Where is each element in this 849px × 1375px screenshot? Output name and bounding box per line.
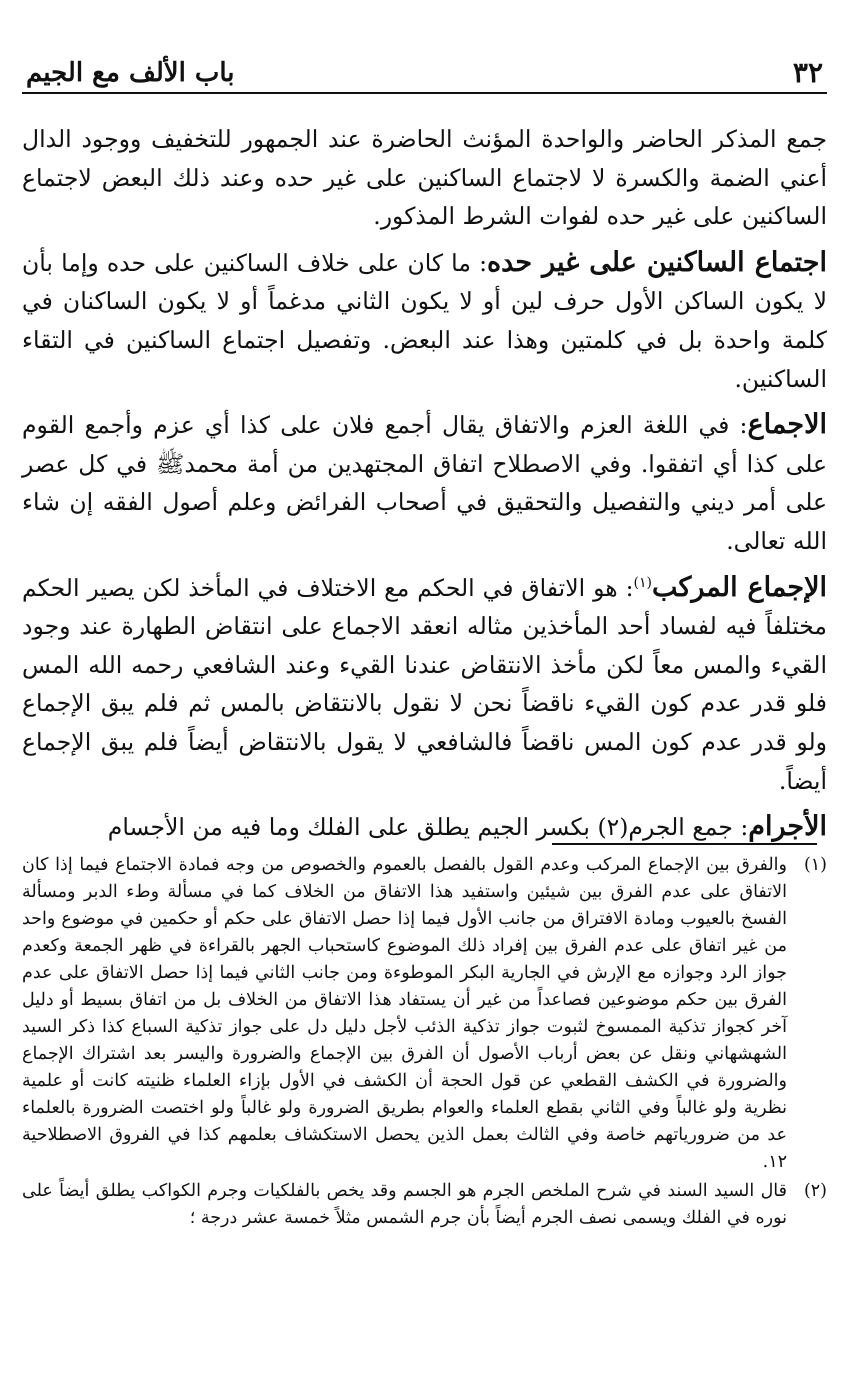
footnote-1: [22, 852, 827, 1176]
entry-text: ما كان على خلاف الساكنين على حده وإما بأن لا يكون الساكن الأول حرف لين أو لا يكون الثاني مدغماً أو لا يكون الساكنان في كلمة واحدة بل في كلمتين وهذا عند البعض. وتفصيل اجتماع الساكنين في التقاء الساكنين.: [22, 248, 827, 393]
entry-aljima: [22, 406, 827, 560]
footnote-divider: [552, 843, 817, 845]
footnote-2: [22, 1178, 827, 1232]
entry-text: جمع الجرم(٢) بكسر الجيم يطلق على الفلك وما فيه من الأجسام: [107, 813, 733, 842]
entry-ijtima-alsakinayn: [22, 244, 827, 398]
footnote-text: قال السيد السند في شرح الملخص الجرم هو الجسم وقد يخص بالفلكيات وجرم الكواكب يطلق أيضاً على نوره في الفلك ويسمى نصف الجرم أيضاً بأن جرم الشمس مثلاً خمسة عشر درجة ؛: [22, 1181, 787, 1228]
main-text: [22, 120, 827, 855]
entry-separator: :: [617, 573, 634, 602]
entry-separator: :: [732, 813, 749, 842]
footnote-number: (٢): [803, 1181, 827, 1201]
entry-alajram: [22, 808, 827, 847]
entry-term: اجتماع الساكنين على غير حده: [487, 246, 828, 278]
entry-continuation: [22, 120, 827, 236]
page-header: [22, 52, 827, 94]
footnote-number: (١): [803, 855, 827, 875]
entry-separator: :: [470, 248, 487, 277]
entry-text: هو الاتفاق في الحكم مع الاختلاف في المأخذ لكن يصير الحكم مختلفاً فيه لفساد أحد المأخذين مثاله انعقد الاجماع على انتقاض الطهارة عند وجود القيء والمس معاً لكن مأخذ الانتقاض عندنا القيء وعند الشافعي رحمه الله المس فلو قدر عدم كون القيء ناقضاً نحن لا نقول بالانتقاض بالمس ثم فلم يبق الإجماع ولو قدر عدم كون المس ناقضاً فالشافعي لا يقول بالانتقاض أيضاً فلم يبق الإجماع أيضاً.: [22, 573, 827, 795]
entry-text: في اللغة العزم والاتفاق يقال أجمع فلان على كذا أي عزم وأجمع القوم على كذا أي اتفقوا. وفي الاصطلاح اتفاق المجتهدين من أمة محمدﷺ في كل عصر على أمر ديني والتفصيل والتحقيق في أصحاب الفرائض وعلم أصول الفقه إن شاء الله تعالى.: [22, 411, 827, 555]
entry-term: الإجماع المركب: [651, 571, 827, 603]
entry-term: الأجرام: [748, 811, 827, 843]
entry-ijma-murakkab: [22, 569, 827, 801]
footnote-ref[interactable]: (١): [633, 574, 652, 591]
page-number: ٣٢: [792, 56, 823, 89]
footnote-text: والفرق بين الإجماع المركب وعدم القول بالفصل بالعموم والخصوص من وجه فمادة الاجتماع فيما إذا كان الاتفاق على عدم الفرق بين شيئين واستفيد هذا الاتفاق من الخلاف كما في مسألة وطء الدبر ومسألة الفسخ بالعيوب ومادة الافتراق من جانب الأول فيما إذا حصل الاتفاق على حكم أو حكمين في موضوع واحد من غير اتفاق على عدم الفرق بين إفراد ذلك الموضوع كاستحباب الجهر بالقراءة في ظهر الجمعة وكعدم جواز الرد وجوازه مع الإرش في الجارية البكر الموطوءة ومن جانب الثاني فيما إذا حصل الاتفاق على عدم الفرق بين حكم موضوعين فصاعداً من غير أن يستفاد هذا الاتفاق من الخلاف بل من اتفاق بسيط أو دليل آخر كجواز تذكية الممسوخ لثبوت جواز تذكية الذئب لأجل دليل دل على جواز تذكية السباع كذا ذكر السيد الشهشهاني ونقل عن بعض أرباب الأصول أن الفرق بين الإجماع والضرورة واليسر بعد اشتراك الإجماع والضرورة في الكشف القطعي عن قول الحجة أن الكشف في الأول بإزاء العلماء ظنيته كانت أو علمية نظرية ولو غالباً وفي الثاني بقطع العلماء والعوام بطريق الضرورة ولو غالباً ولو اختصت الضرورة بالعلماء عد من ضرورياتهم خاصة وفي الثالث بعمل الذين يحصل الاستكشاف بعلمهم كذا في الفروق الاصطلاحية ١٢.: [22, 855, 787, 1172]
footnotes: [22, 852, 827, 1234]
running-title: باب الألف مع الجيم: [26, 58, 235, 88]
entry-term: الاجماع: [747, 409, 827, 441]
entry-separator: :: [729, 411, 748, 440]
entry-text: جمع المذكر الحاضر والواحدة المؤنث الحاضرة عند الجمهور للتخفيف ووجود الدال أعني الضمة والكسرة لا لاجتماع الساكنين على غير حده وعند ذلك البعض لاجتماع الساكنين على غير حده لفوات الشرط المذكور.: [22, 125, 827, 231]
